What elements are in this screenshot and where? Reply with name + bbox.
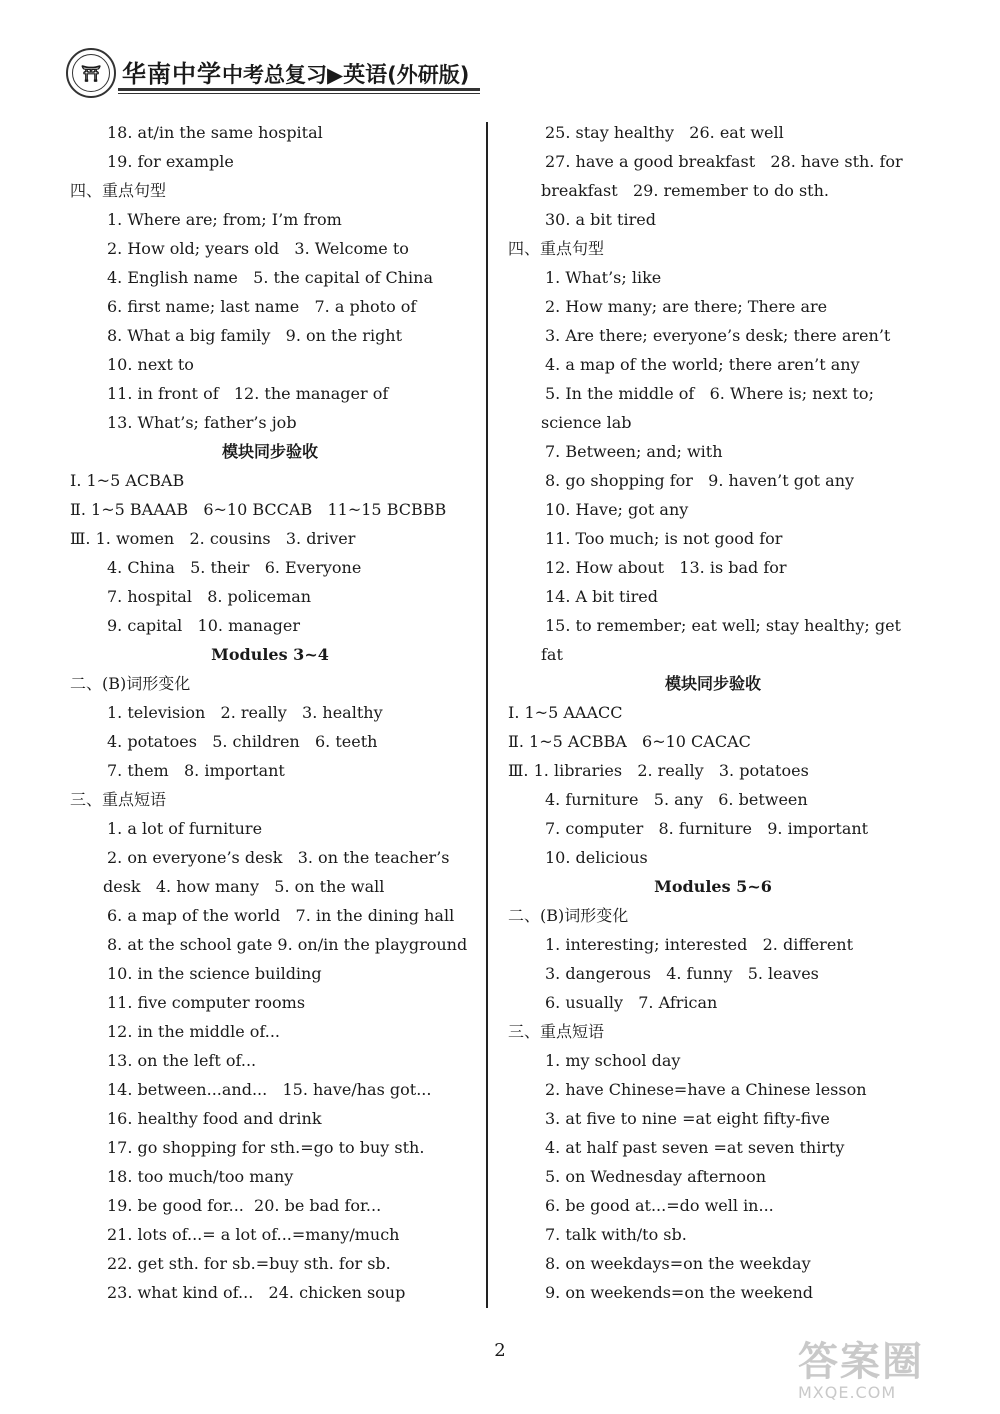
answer-line: 8. at the school gate 9. on/in the playground (107, 935, 468, 954)
answer-line: 13. on the left of... (107, 1051, 257, 1070)
answer-line: 25. stay healthy 26. eat well (545, 123, 784, 142)
answer-line: 9. on weekends=on the weekend (545, 1283, 813, 1302)
section-heading: 二、(B)词形变化 (70, 674, 191, 693)
answer-line: 16. healthy food and drink (107, 1109, 322, 1128)
answer-line: 11. Too much; is not good for (545, 529, 783, 548)
answer-line: 8. on weekdays=on the weekday (545, 1254, 811, 1273)
answer-line: Ⅱ. 1~5 BAAAB 6~10 BCCAB 11~15 BCBBB (70, 500, 447, 519)
answer-line: 6. a map of the world 7. in the dining hall (107, 906, 455, 925)
section-heading: 四、重点句型 (508, 239, 605, 258)
answer-line: 6. first name; last name 7. a photo of (107, 297, 417, 316)
answer-line: 1. What’s; like (545, 268, 662, 287)
answer-line: 5. In the middle of 6. Where is; next to; (545, 384, 874, 403)
answer-line: Ⅲ. 1. women 2. cousins 3. driver (70, 529, 356, 548)
subject-label: 英语 (343, 63, 388, 88)
section-heading: 三、重点短语 (70, 790, 167, 809)
answer-line: 4. at half past seven =at seven thirty (545, 1138, 845, 1157)
answer-line: Ⅱ. 1~5 ACBBA 6~10 CACAC (508, 732, 751, 751)
seal-gate-icon: ⛩ (72, 54, 110, 92)
left-column (70, 118, 470, 1307)
column-divider (486, 122, 488, 1308)
watermark-url: MXQE.COM (798, 1383, 897, 1402)
answer-line: 10. delicious (545, 848, 648, 867)
answer-line: 10. in the science building (107, 964, 322, 983)
section-title: 模块同步验收 (221, 442, 318, 461)
answer-line: 7. Between; and; with (545, 442, 723, 461)
school-name: 华南中学 (122, 60, 222, 88)
section-title: Modules 3~4 (211, 645, 329, 664)
answer-line: 30. a bit tired (545, 210, 656, 229)
answer-line: Ⅲ. 1. libraries 2. really 3. potatoes (508, 761, 809, 780)
answer-line: 18. at/in the same hospital (107, 123, 323, 142)
answer-line: 22. get sth. for sb.=buy sth. for sb. (107, 1254, 391, 1273)
answer-line: 17. go shopping for sth.=go to buy sth. (107, 1138, 425, 1157)
answer-line: 4. furniture 5. any 6. between (545, 790, 808, 809)
answer-line: 19. be good for... 20. be bad for... (107, 1196, 382, 1215)
answer-line: 7. them 8. important (107, 761, 285, 780)
answer-line: 5. on Wednesday afternoon (545, 1167, 766, 1186)
header-title (122, 58, 469, 90)
answer-line: 7. computer 8. furniture 9. important (545, 819, 869, 838)
answer-line: Ⅰ. 1~5 AAACC (508, 703, 623, 722)
answer-line: 3. Are there; everyone’s desk; there aren’t (545, 326, 891, 345)
arrow-icon: ▶ (327, 63, 344, 87)
answer-line: 3. at five to nine =at eight fifty-five (545, 1109, 830, 1128)
answer-line: 2. How many; are there; There are (545, 297, 828, 316)
edition-label: (外研版) (387, 63, 470, 87)
answer-line: 12. in the middle of... (107, 1022, 281, 1041)
answer-line: Ⅰ. 1~5 ACBAB (70, 471, 185, 490)
answer-line: 4. China 5. their 6. Everyone (107, 558, 362, 577)
section-heading: 二、(B)词形变化 (508, 906, 629, 925)
answer-line: 19. for example (107, 152, 234, 171)
answer-line: 2. have Chinese=have a Chinese lesson (545, 1080, 867, 1099)
answer-line: fat (541, 645, 563, 664)
answer-line: 9. capital 10. manager (107, 616, 300, 635)
answer-line: 1. my school day (545, 1051, 681, 1070)
school-seal-logo (66, 48, 116, 98)
answer-line: breakfast 29. remember to do sth. (541, 181, 829, 200)
answer-line: 8. go shopping for 9. haven’t got any (545, 471, 855, 490)
answer-line: 15. to remember; eat well; stay healthy; get (545, 616, 901, 635)
answer-line: 4. potatoes 5. children 6. teeth (107, 732, 378, 751)
right-column (508, 118, 918, 1307)
page-number: 2 (494, 1340, 506, 1361)
watermark-logo-text: 答案圈 (798, 1339, 924, 1385)
header-rule (118, 88, 480, 94)
answer-line: 8. What a big family 9. on the right (107, 326, 403, 345)
watermark (798, 1340, 988, 1404)
book-title: 中考总复习 (222, 63, 327, 87)
answer-line: 10. Have; got any (545, 500, 689, 519)
answer-line: 1. Where are; from; I’m from (107, 210, 342, 229)
answer-line: desk 4. how many 5. on the wall (103, 877, 385, 896)
answer-line: 4. a map of the world; there aren’t any (545, 355, 860, 374)
section-title: Modules 5~6 (654, 877, 772, 896)
answer-line: 23. what kind of... 24. chicken soup (107, 1283, 406, 1302)
answer-line: 1. television 2. really 3. healthy (107, 703, 383, 722)
answer-line: 7. talk with/to sb. (545, 1225, 687, 1244)
answer-line: 1. interesting; interested 2. different (545, 935, 854, 954)
answer-line: 14. A bit tired (545, 587, 658, 606)
answer-line: 12. How about 13. is bad for (545, 558, 787, 577)
answer-line: 2. How old; years old 3. Welcome to (107, 239, 409, 258)
answer-line: 4. English name 5. the capital of China (107, 268, 433, 287)
answer-line: 27. have a good breakfast 28. have sth. for (545, 152, 903, 171)
answer-line: science lab (541, 413, 632, 432)
answer-line: 6. usually 7. African (545, 993, 718, 1012)
answer-line: 7. hospital 8. policeman (107, 587, 312, 606)
answer-line: 13. What’s; father’s job (107, 413, 297, 432)
answer-line: 18. too much/too many (107, 1167, 294, 1186)
answer-line: 1. a lot of furniture (107, 819, 263, 838)
answer-line: 6. be good at...=do well in... (545, 1196, 774, 1215)
section-heading: 四、重点句型 (70, 181, 167, 200)
answer-line: 11. in front of 12. the manager of (107, 384, 389, 403)
answer-line: 10. next to (107, 355, 194, 374)
answer-line: 3. dangerous 4. funny 5. leaves (545, 964, 819, 983)
answer-line: 11. five computer rooms (107, 993, 306, 1012)
section-heading: 三、重点短语 (508, 1022, 605, 1041)
section-title: 模块同步验收 (664, 674, 761, 693)
answer-line: 2. on everyone’s desk 3. on the teacher’s (107, 848, 450, 867)
answer-line: 14. between...and... 15. have/has got... (107, 1080, 432, 1099)
answer-line: 21. lots of...= a lot of...=many/much (107, 1225, 400, 1244)
